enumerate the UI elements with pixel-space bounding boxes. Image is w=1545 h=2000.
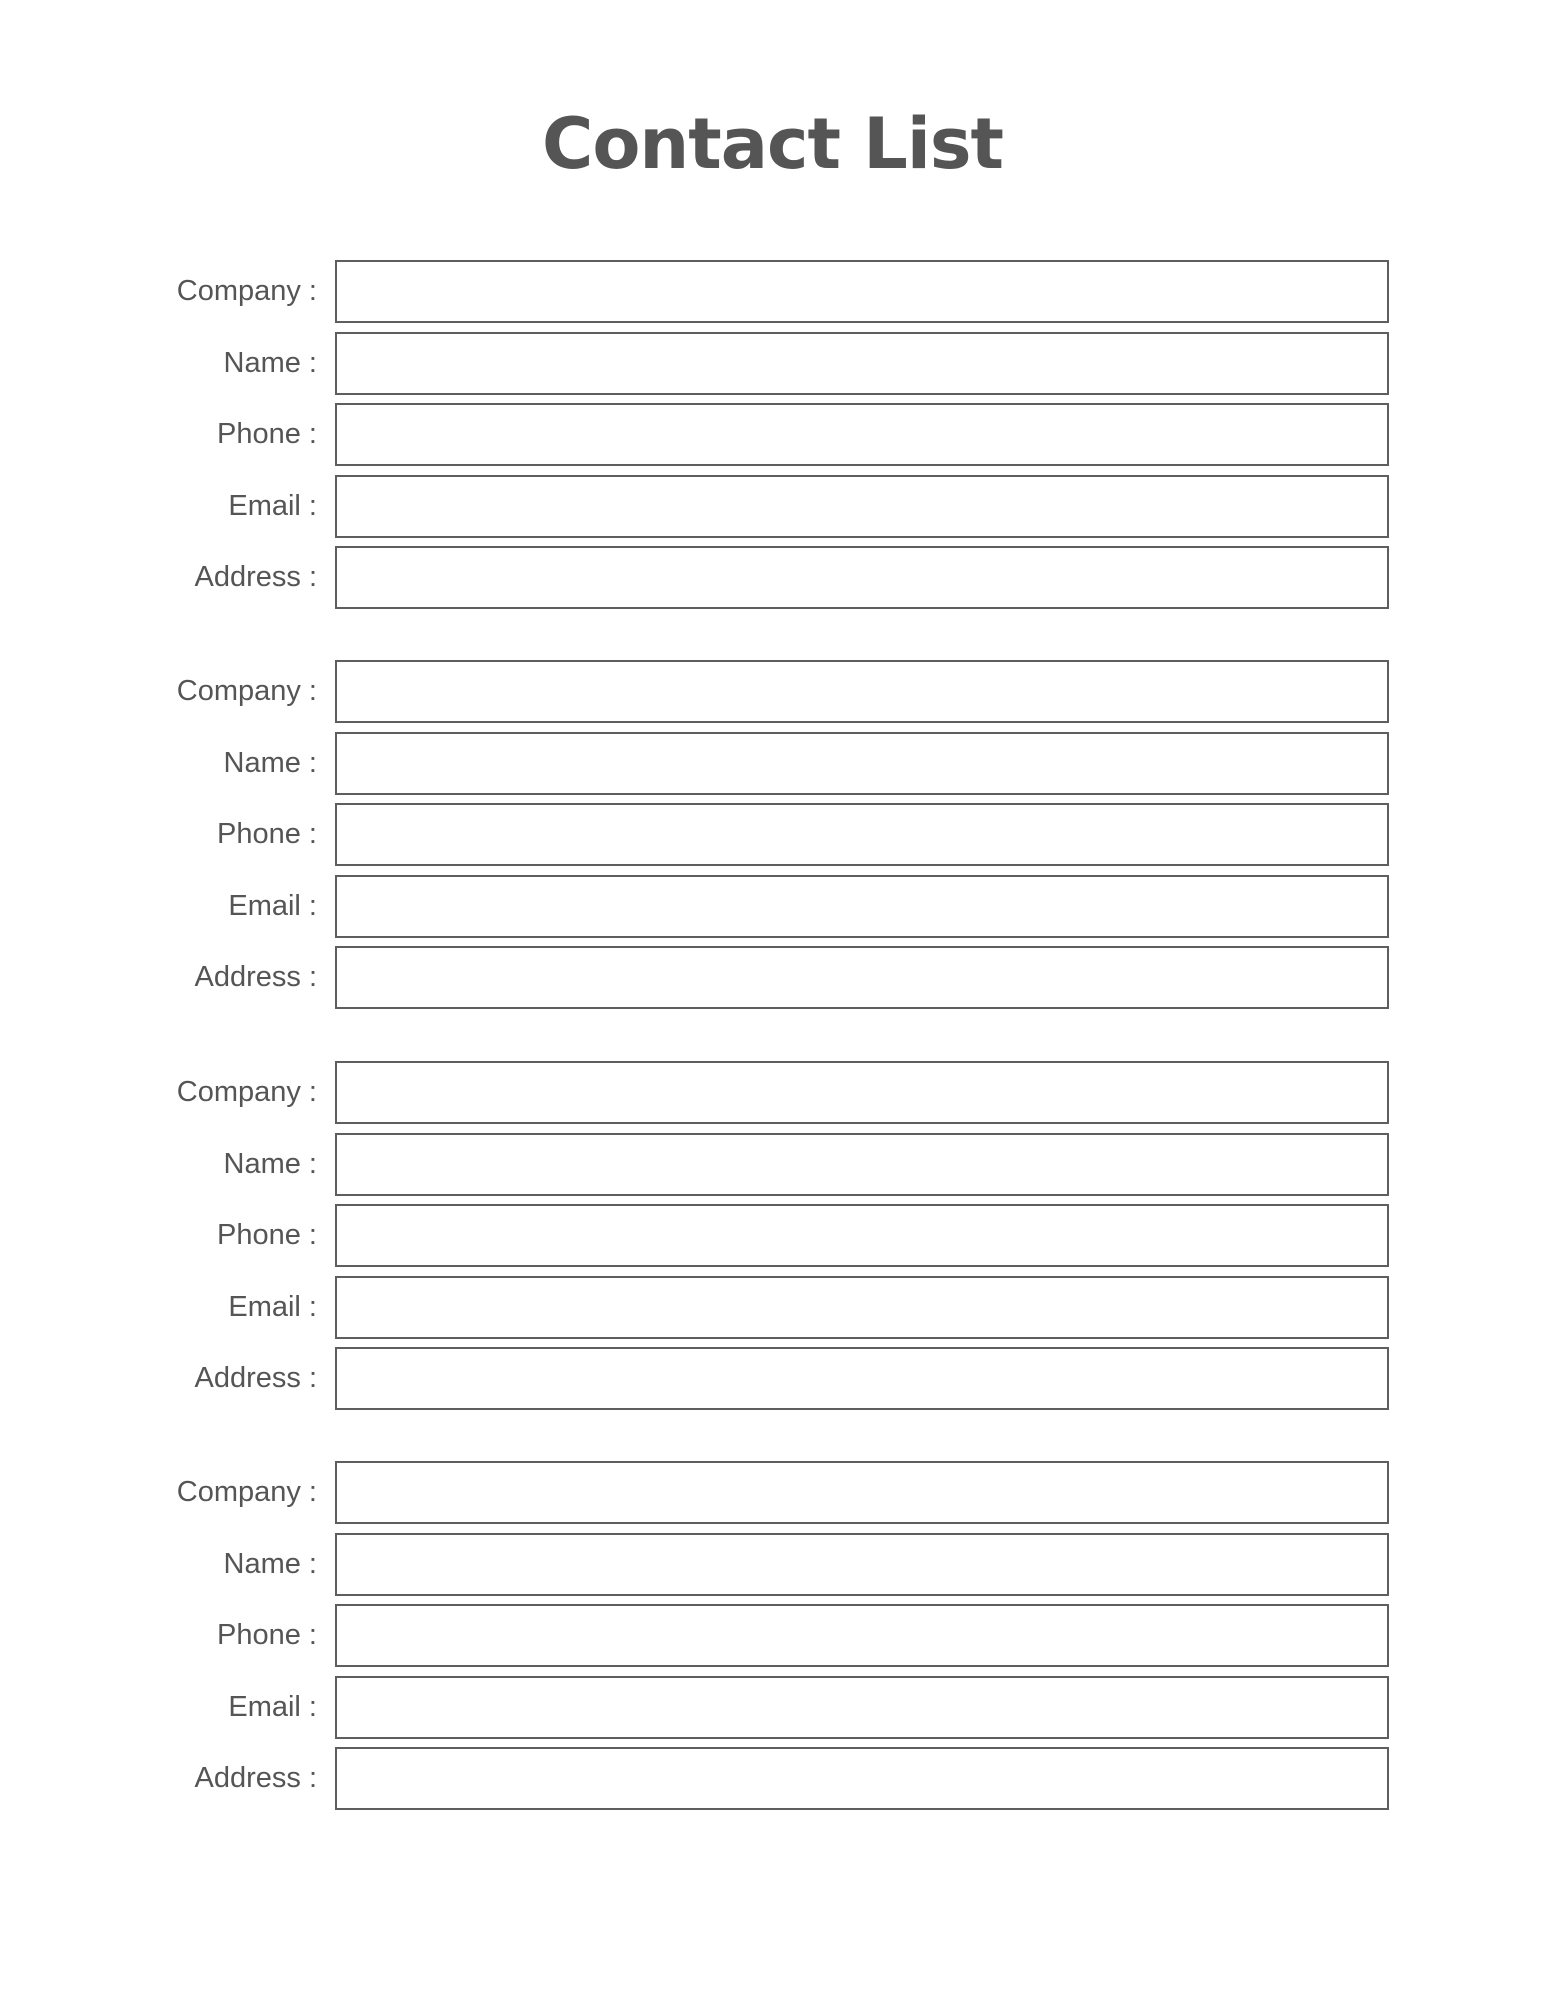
email-row (0, 475, 1545, 538)
name-label: Name : (223, 1548, 317, 1580)
address-label: Address : (194, 1762, 317, 1794)
address-row (0, 1347, 1545, 1410)
address-label: Address : (194, 561, 317, 593)
name-field[interactable] (335, 332, 1389, 395)
email-field[interactable] (335, 1276, 1389, 1339)
email-field[interactable] (335, 475, 1389, 538)
address-row (0, 1747, 1545, 1810)
name-row (0, 332, 1545, 395)
email-field[interactable] (335, 1676, 1389, 1739)
name-label: Name : (223, 347, 317, 379)
phone-label: Phone : (217, 1219, 317, 1251)
phone-row (0, 1204, 1545, 1267)
name-label: Name : (223, 1148, 317, 1180)
name-label: Name : (223, 747, 317, 779)
name-row (0, 1533, 1545, 1596)
email-label: Email : (228, 490, 317, 522)
phone-field[interactable] (335, 803, 1389, 866)
email-row (0, 1676, 1545, 1739)
company-field[interactable] (335, 260, 1389, 323)
name-row (0, 1133, 1545, 1196)
name-field[interactable] (335, 1133, 1389, 1196)
phone-label: Phone : (217, 818, 317, 850)
email-label: Email : (228, 1691, 317, 1723)
address-field[interactable] (335, 946, 1389, 1009)
address-row (0, 946, 1545, 1009)
company-row (0, 1061, 1545, 1124)
company-label: Company : (176, 675, 317, 707)
company-row (0, 260, 1545, 323)
phone-row (0, 1604, 1545, 1667)
address-field[interactable] (335, 546, 1389, 609)
name-field[interactable] (335, 1533, 1389, 1596)
phone-row (0, 803, 1545, 866)
address-label: Address : (194, 1362, 317, 1394)
address-row (0, 546, 1545, 609)
email-field[interactable] (335, 875, 1389, 938)
company-row (0, 1461, 1545, 1524)
phone-field[interactable] (335, 1604, 1389, 1667)
company-field[interactable] (335, 1061, 1389, 1124)
phone-field[interactable] (335, 1204, 1389, 1267)
phone-label: Phone : (217, 1619, 317, 1651)
address-label: Address : (194, 961, 317, 993)
address-field[interactable] (335, 1747, 1389, 1810)
email-label: Email : (228, 890, 317, 922)
company-row (0, 660, 1545, 723)
name-field[interactable] (335, 732, 1389, 795)
company-label: Company : (176, 275, 317, 307)
company-label: Company : (176, 1476, 317, 1508)
email-row (0, 1276, 1545, 1339)
company-field[interactable] (335, 1461, 1389, 1524)
page-title: Contact List (541, 103, 1004, 185)
address-field[interactable] (335, 1347, 1389, 1410)
company-label: Company : (176, 1076, 317, 1108)
phone-label: Phone : (217, 418, 317, 450)
name-row (0, 732, 1545, 795)
email-label: Email : (228, 1291, 317, 1323)
company-field[interactable] (335, 660, 1389, 723)
email-row (0, 875, 1545, 938)
phone-row (0, 403, 1545, 466)
phone-field[interactable] (335, 403, 1389, 466)
